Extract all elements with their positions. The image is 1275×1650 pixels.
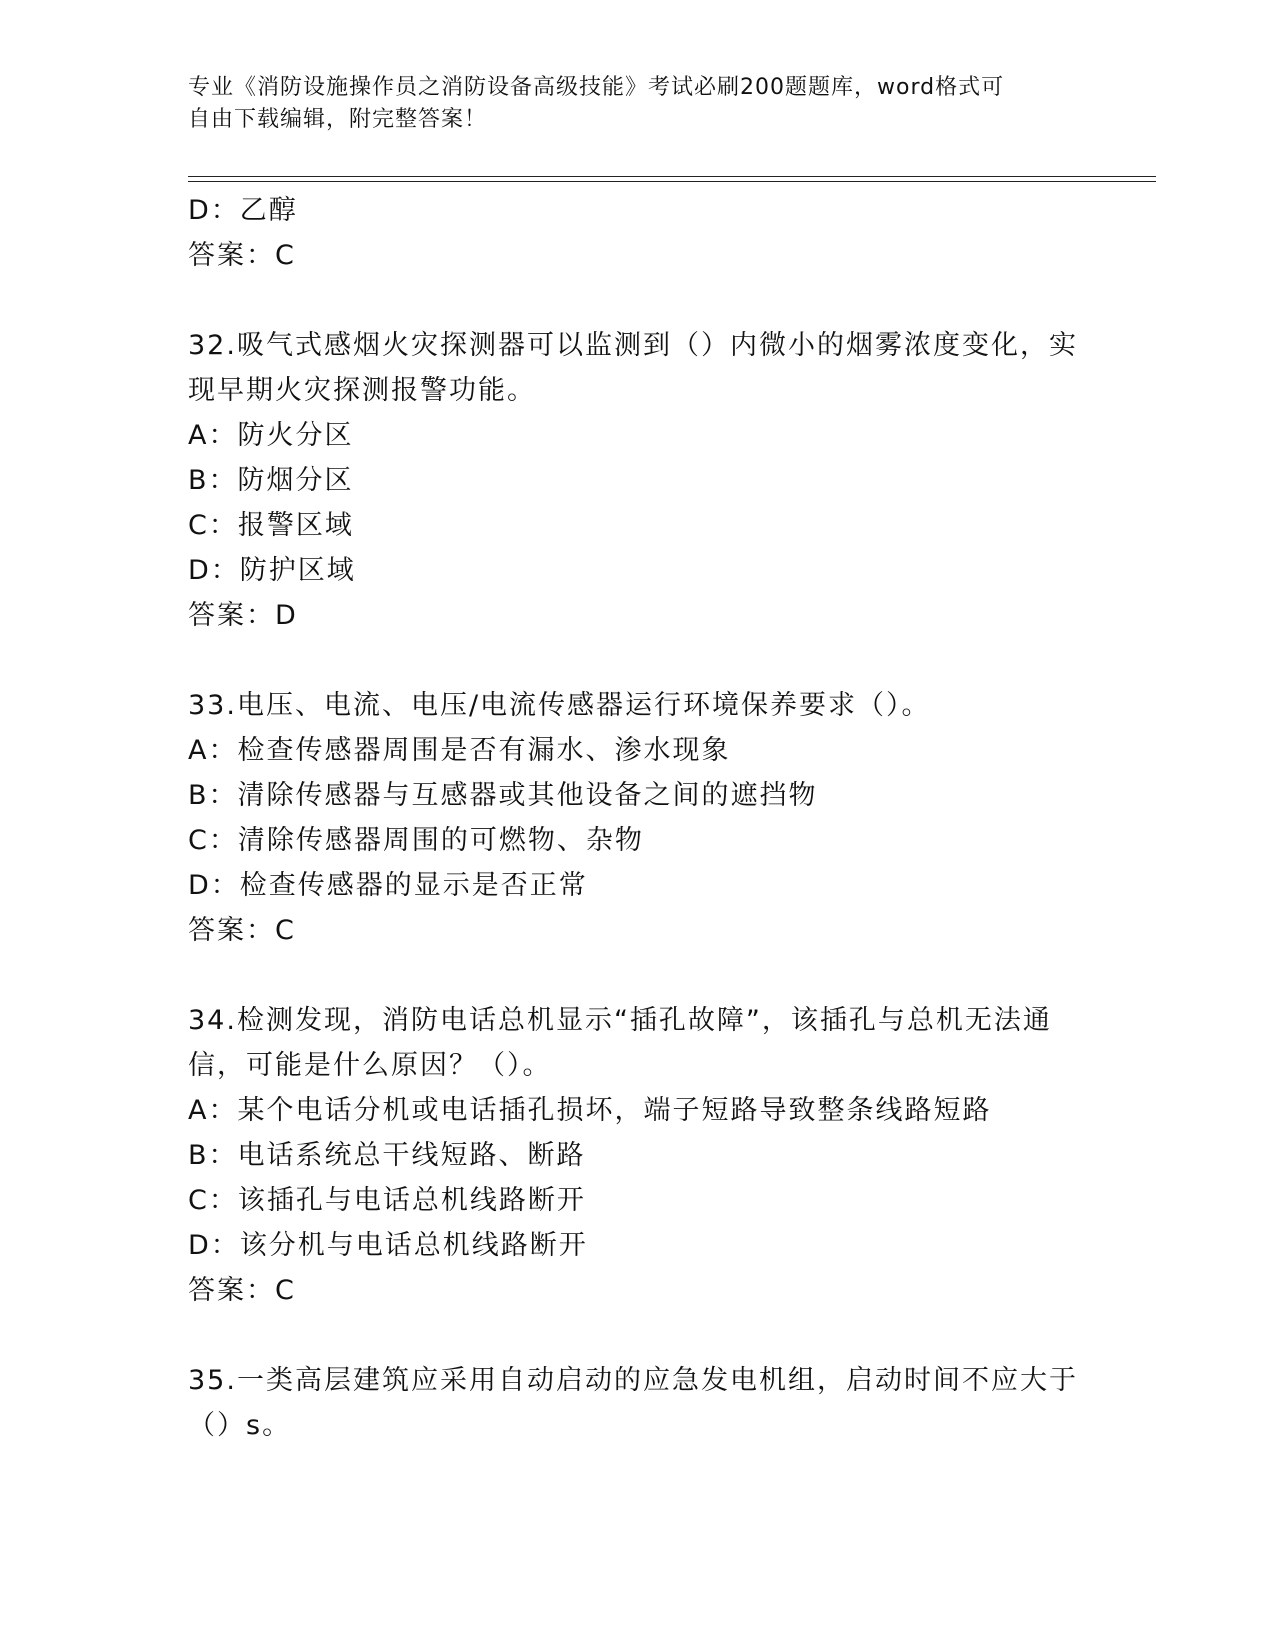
option-b: B：电话系统总干线短路、断路 (188, 1140, 586, 1171)
header-line-1: 专业《消防设施操作员之消防设备高级技能》考试必刷200题题库，word格式可 (188, 75, 1005, 100)
option-c: C：该插孔与电话总机线路断开 (188, 1185, 586, 1216)
question-stem-line-1: 33.电压、电流、电压/电流传感器运行环境保养要求（）。 (188, 690, 931, 721)
question-stem-line-2: （）s。 (188, 1410, 292, 1441)
page-header (188, 72, 1088, 136)
question-31-tail (188, 188, 1088, 278)
question-32 (188, 323, 1088, 638)
question-stem-line-1: 34.检测发现，消防电话总机显示“插孔故障”，该插孔与总机无法通 (188, 1005, 1052, 1036)
answer-line: 答案：D (188, 600, 298, 631)
question-stem-line-1: 35.一类高层建筑应采用自动启动的应急发电机组，启动时间不应大于 (188, 1365, 1078, 1396)
option-b: B：清除传感器与互感器或其他设备之间的遮挡物 (188, 780, 818, 811)
question-stem-line-2: 信，可能是什么原因？（）。 (188, 1050, 552, 1081)
question-stem-line-1: 32.吸气式感烟火灾探测器可以监测到（）内微小的烟雾浓度变化，实 (188, 330, 1078, 361)
option-c: C：报警区域 (188, 510, 354, 541)
document-body (188, 188, 1088, 1448)
question-35 (188, 1358, 1088, 1448)
answer-line: 答案：C (188, 1275, 296, 1306)
option-d: D：该分机与电话总机线路断开 (188, 1230, 588, 1261)
option-a: A：防火分区 (188, 420, 354, 451)
option-b: B：防烟分区 (188, 465, 354, 496)
option-a: A：某个电话分机或电话插孔损坏，端子短路导致整条线路短路 (188, 1095, 992, 1126)
question-33 (188, 683, 1088, 953)
header-rule-top (188, 176, 1156, 177)
answer-line: 答案：C (188, 240, 296, 271)
answer-line: 答案：C (188, 915, 296, 946)
option-d: D：防护区域 (188, 555, 356, 586)
header-rule-bottom (188, 181, 1156, 182)
option-c: C：清除传感器周围的可燃物、杂物 (188, 825, 644, 856)
question-34 (188, 998, 1088, 1313)
header-line-2: 自由下载编辑，附完整答案！ (188, 107, 488, 132)
question-stem-line-2: 现早期火灾探测报警功能。 (188, 375, 536, 406)
option-a: A：检查传感器周围是否有漏水、渗水现象 (188, 735, 731, 766)
option-d: D：检查传感器的显示是否正常 (188, 870, 588, 901)
option-d: D：乙醇 (188, 195, 298, 226)
